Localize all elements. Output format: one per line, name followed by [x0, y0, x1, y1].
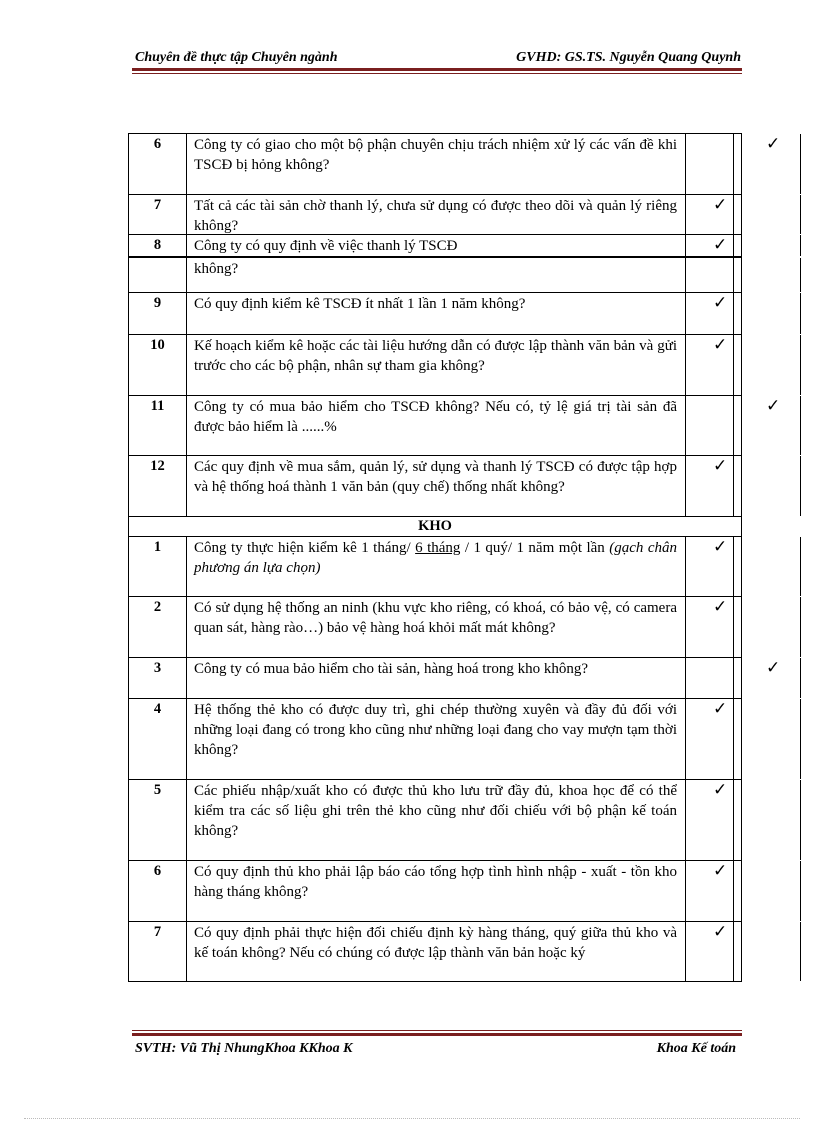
na-cell: [801, 396, 816, 455]
footer-rule: [132, 1033, 742, 1036]
row-number: 6: [129, 134, 187, 194]
na-cell: [801, 780, 816, 860]
na-cell: [801, 195, 816, 234]
row-number: 3: [129, 658, 187, 698]
no-check: ✓: [766, 134, 781, 153]
row-question: Công ty có quy định về việc thanh lý TSCĐ: [194, 238, 458, 254]
header-rule-thin: [132, 73, 742, 74]
table-row: [128, 456, 742, 517]
na-cell: [801, 258, 816, 292]
na-cell: [801, 134, 816, 194]
table-row: [128, 597, 742, 658]
table-row: [128, 658, 781, 699]
row-number: 4: [129, 699, 187, 779]
row-number: 11: [129, 396, 187, 455]
row-question: Có sử dụng hệ thống an ninh (khu vực kho riêng, có khoá, có bảo vệ, có camera quan sát, hàng rào…) bảo vệ hàng hoá khỏi mất mát không?: [194, 600, 677, 636]
row-question: Công ty có giao cho một bộ phận chuyên chịu trách nhiệm xử lý các vấn đề khi TSCĐ bị hỏng không?: [194, 137, 677, 173]
table-row: [128, 922, 742, 982]
page-footer: [135, 1041, 736, 1059]
na-cell: [801, 235, 816, 256]
footer-department: Khoa Kế toán: [656, 1041, 736, 1056]
no-check: ✓: [766, 658, 781, 677]
row-number: 7: [129, 195, 187, 234]
yes-check: ✓: [713, 235, 728, 254]
table-row: [128, 396, 781, 456]
header-rule: [132, 68, 742, 71]
row-question: Có quy định phải thực hiện đối chiếu định kỳ hàng tháng, quý giữa thủ kho và kế toán không? Nếu có chúng có được lập thành văn bản hoặc ký: [194, 925, 677, 961]
na-cell: [801, 861, 816, 921]
page-bottom-dotted-line: [24, 1118, 800, 1119]
row-number: 6: [129, 861, 187, 921]
yes-check: ✓: [713, 861, 728, 880]
yes-check: ✓: [713, 335, 728, 354]
table-row: [128, 861, 742, 922]
row-question: Công ty thực hiện kiểm kê 1 tháng/ 6 tháng / 1 quý/ 1 năm một lần (gạch chân phương án lựa chọn): [194, 540, 677, 576]
footer-student: SVTH: Vũ Thị NhungKhoa KKhoa K: [135, 1041, 353, 1056]
page-header: [135, 50, 741, 68]
row-number: 7: [129, 922, 187, 981]
yes-check: ✓: [713, 293, 728, 312]
row-question: không?: [194, 261, 239, 277]
row-number: 1: [129, 537, 187, 596]
na-cell: [801, 293, 816, 334]
yes-check: ✓: [713, 922, 728, 941]
row-number: 9: [129, 293, 187, 334]
yes-check: ✓: [713, 456, 728, 475]
header-advisor: GVHD: GS.TS. Nguyễn Quang Quynh: [516, 50, 741, 65]
yes-check: ✓: [713, 195, 728, 214]
na-cell: [801, 699, 816, 779]
row-number: 5: [129, 780, 187, 860]
row-question: Tất cả các tài sản chờ thanh lý, chưa sử dụng có được theo dõi và quản lý riêng không?: [194, 198, 677, 234]
row-question: Công ty có mua bảo hiểm cho TSCĐ không? Nếu có, tỷ lệ giá trị tài sản đã được bảo hiểm là ......%: [194, 399, 677, 435]
underlined-option: 6 tháng: [415, 540, 461, 556]
table-row: [128, 235, 742, 258]
italic-note: (gạch chân phương án lựa chọn): [194, 540, 677, 576]
yes-check: ✓: [713, 780, 728, 799]
table-row: [128, 780, 742, 861]
yes-check: ✓: [713, 537, 728, 556]
row-question: Có quy định kiểm kê TSCĐ ít nhất 1 lần 1 năm không?: [194, 296, 526, 312]
table-row: [128, 195, 742, 235]
yes-check: ✓: [713, 597, 728, 616]
row-question: Kế hoạch kiểm kê hoặc các tài liệu hướng dẫn có được lập thành văn bản và gửi trước cho các bộ phận, nhân sự tham gia không?: [194, 338, 677, 374]
table-row: [128, 258, 742, 293]
na-cell: [801, 658, 816, 698]
no-check: ✓: [766, 396, 781, 415]
na-cell: [801, 922, 816, 981]
table-row: [128, 537, 742, 597]
table-row: [128, 133, 781, 195]
table-row: [128, 293, 742, 335]
section-title: KHO: [418, 518, 452, 534]
row-question: Công ty có mua bảo hiểm cho tài sản, hàng hoá trong kho không?: [194, 661, 589, 677]
table-row: [128, 335, 742, 396]
section-row: [128, 517, 742, 537]
row-number: 2: [129, 597, 187, 657]
header-title: Chuyên đề thực tập Chuyên ngành: [135, 50, 338, 65]
row-number: 10: [129, 335, 187, 395]
na-cell: [801, 537, 816, 596]
row-question: Có quy định thủ kho phải lập báo cáo tổng hợp tình hình nhập - xuất - tồn kho hàng tháng không?: [194, 864, 677, 900]
row-question: Các phiếu nhập/xuất kho có được thủ kho lưu trữ đầy đủ, khoa học để có thể kiểm tra các số liệu ghi trên thẻ kho cũng như đối chiếu với bộ phận kế toán không?: [194, 783, 677, 839]
na-cell: [801, 456, 816, 516]
row-question: Các quy định về mua sắm, quản lý, sử dụng và thanh lý TSCĐ có được tập hợp và hệ thống hoá thành 1 văn bản (quy chế) thống nhất không?: [194, 459, 677, 495]
row-question: Hệ thống thẻ kho có được duy trì, ghi chép thường xuyên và đầy đủ đối với những loại đang có trong kho cũng như những loại đang cho vay mượn tạm thời không?: [194, 702, 677, 758]
na-cell: [801, 335, 816, 395]
yes-check: ✓: [713, 699, 728, 718]
table-row: [128, 699, 742, 780]
row-number: 8: [129, 235, 187, 256]
row-number: [129, 258, 187, 292]
footer-rule-thin: [132, 1030, 742, 1031]
checklist-table: [128, 133, 781, 982]
na-cell: [801, 597, 816, 657]
row-number: 12: [129, 456, 187, 516]
